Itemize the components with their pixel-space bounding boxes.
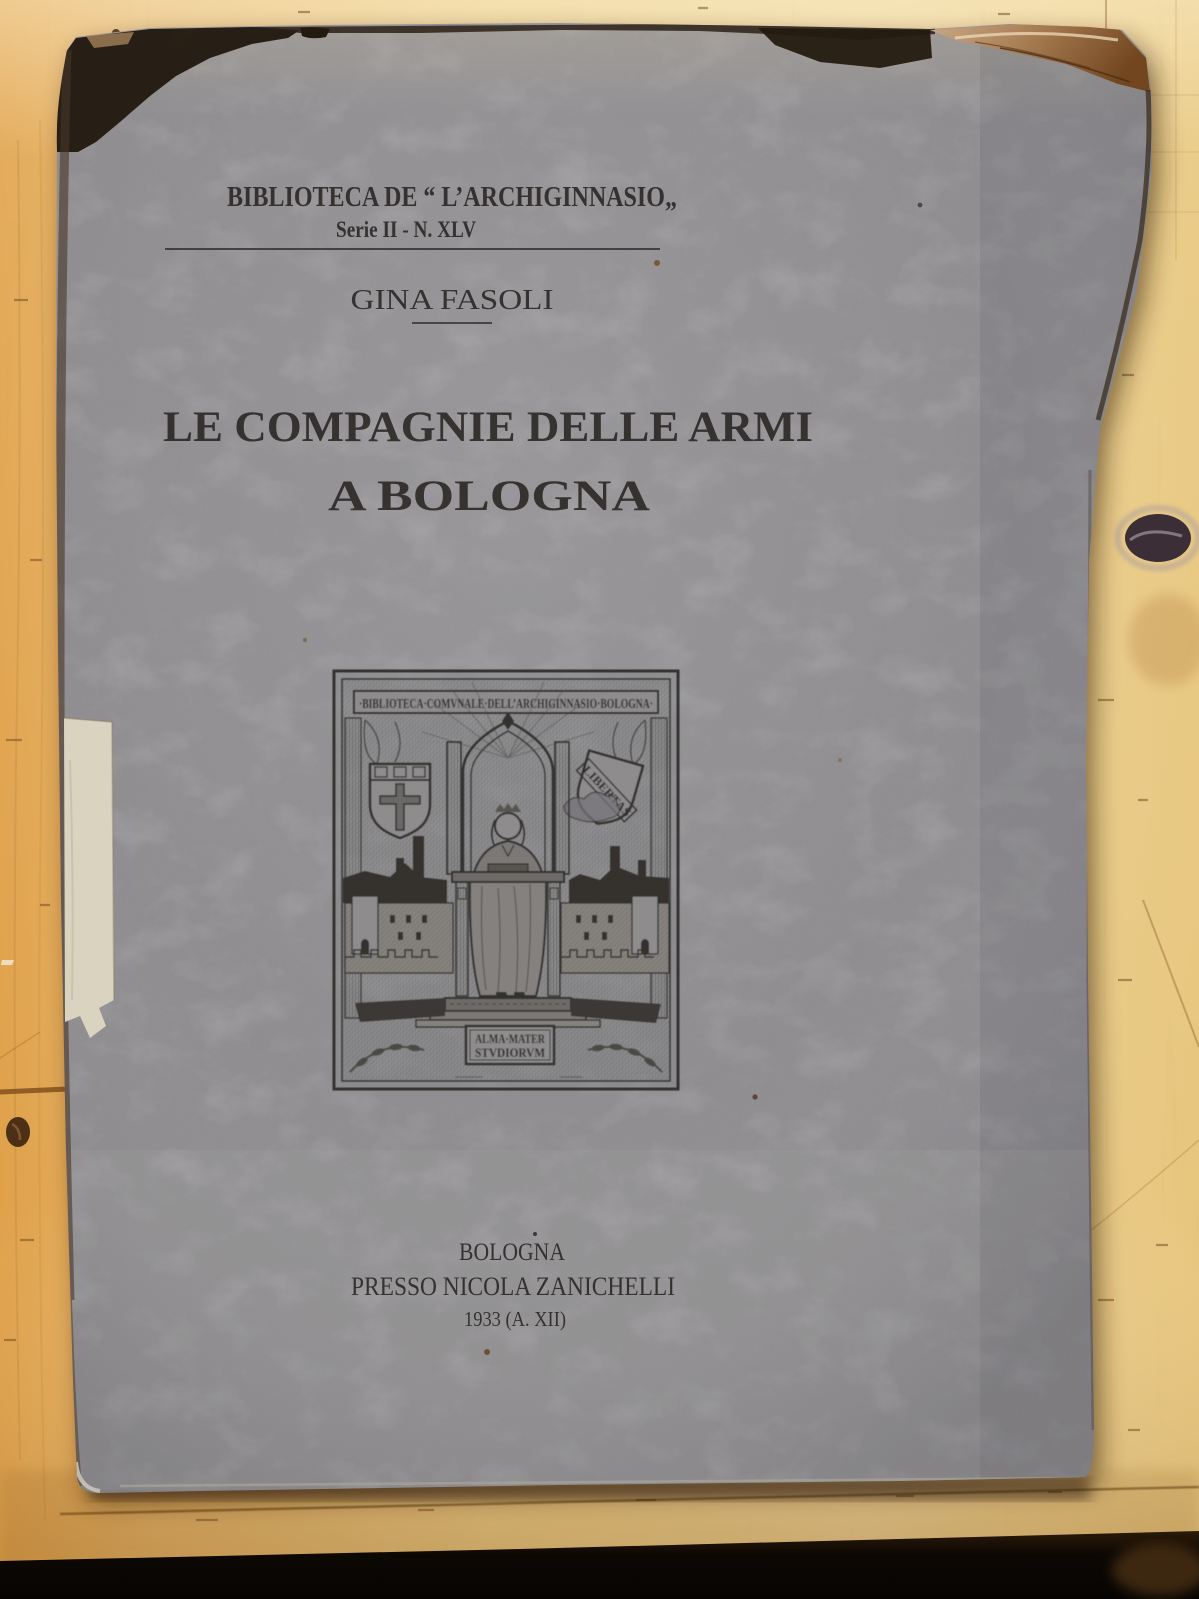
- series-title: BIBLIOTECA DE “ L’ARCHIGINNASIO„: [227, 181, 677, 213]
- cartouche-line2: STVDIORVM: [475, 1045, 545, 1060]
- plank-seam-bottom-left: [0, 1089, 68, 1092]
- book-on-lectern: [488, 864, 528, 872]
- repair-tape: [64, 718, 114, 1038]
- emblem-shield-left-cross: [370, 764, 430, 838]
- series-number: Serie II - N. XLV: [336, 217, 477, 242]
- book-cover: [40, 10, 1170, 1510]
- emblem-shield-motto: LIBERTAS: [580, 762, 631, 816]
- imprint-year: 1933 (A. XII): [464, 1307, 566, 1331]
- figure-head: [495, 813, 521, 839]
- cartouche-line1: ALMA·MATER: [475, 1031, 546, 1046]
- imprint-publisher: PRESSO NICOLA ZANICHELLI: [351, 1272, 675, 1301]
- author-name: GINA FASOLI: [350, 285, 554, 316]
- book-title-line2: A BOLOGNA: [328, 473, 650, 520]
- paint-speck-left: [1, 960, 14, 965]
- book-title-line1: LE COMPAGNIE DELLE ARMI: [163, 404, 813, 451]
- emblem-cartouche: [466, 1026, 554, 1064]
- emblem-banner-text: ·BIBLIOTECA·COMVNALE·DELL’ARCHIGINNASIO·BOLOGNA·: [359, 697, 653, 712]
- cover-bottom-lightening: [56, 1150, 1116, 1490]
- imprint-city: BOLOGNA: [459, 1239, 565, 1266]
- library-emblem: [334, 671, 678, 1089]
